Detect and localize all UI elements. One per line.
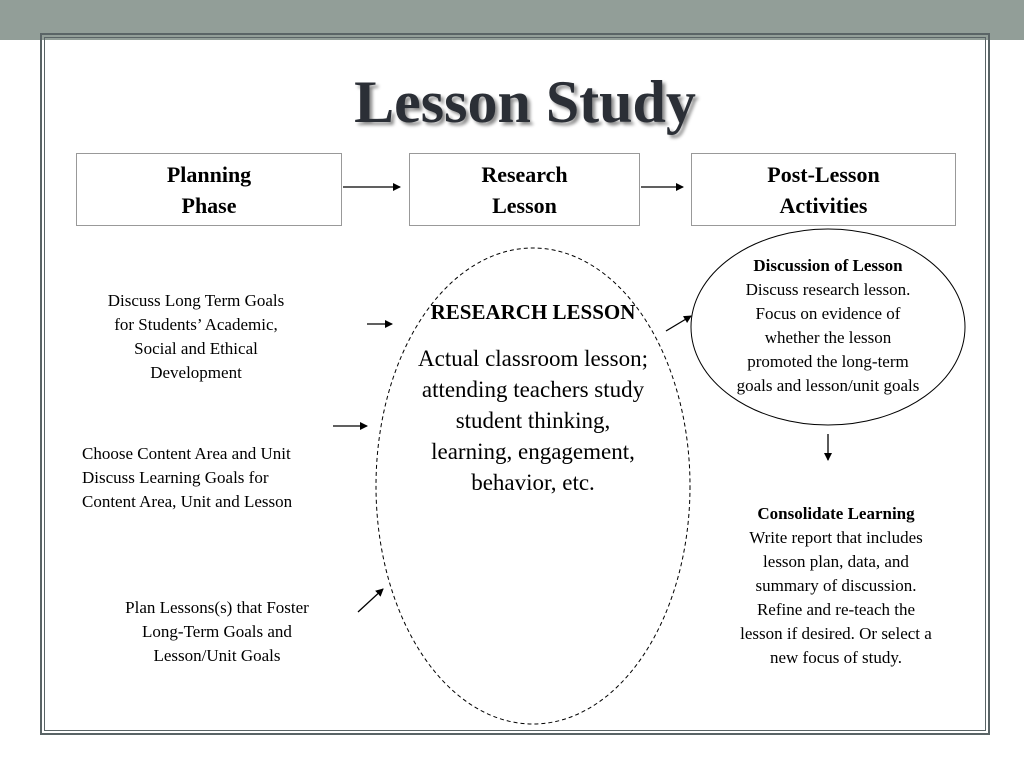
- plan-lessons-text: [90, 596, 344, 668]
- text-line: student thinking,: [455, 408, 611, 433]
- text-line: goals and lesson/unit goals: [736, 376, 920, 395]
- text-line: Plan Lessons(s) that Foster: [125, 598, 309, 617]
- text-line: Write report that includes: [749, 528, 923, 547]
- planning-phase-line-1: Planning: [166, 161, 252, 187]
- text-line: Long-Term Goals and: [142, 622, 292, 641]
- text-line: for Students’ Academic,: [114, 315, 278, 334]
- content-area-text: [82, 442, 344, 514]
- text-line: promoted the long-term: [747, 352, 909, 371]
- research-lesson-body: [390, 343, 676, 498]
- text-line: Refine and re-teach the: [756, 600, 916, 619]
- text-line: Content Area, Unit and Lesson: [82, 492, 293, 511]
- text-line: Actual classroom lesson;: [418, 346, 648, 371]
- research-lesson-line-1: Research: [481, 161, 568, 187]
- text-line: Social and Ethical: [134, 339, 258, 358]
- text-line: Lesson/Unit Goals: [153, 646, 281, 665]
- discussion-heading: Discussion of Lesson: [753, 256, 903, 275]
- text-line: whether the lesson: [764, 328, 892, 347]
- text-line: Focus on evidence of: [755, 304, 901, 323]
- post-lesson-line-2: Activities: [779, 192, 868, 218]
- consolidate-heading: Consolidate Learning: [757, 504, 915, 523]
- text-line: attending teachers study: [421, 377, 645, 402]
- text-line: Discuss Learning Goals for: [82, 468, 269, 487]
- post-lesson-box: [691, 153, 956, 226]
- text-line: Choose Content Area and Unit: [82, 444, 291, 463]
- research-lesson-heading: RESEARCH LESSON: [430, 300, 636, 324]
- text-line: behavior, etc.: [471, 470, 595, 495]
- text-line: learning, engagement,: [431, 439, 635, 464]
- text-line: new focus of study.: [769, 648, 903, 667]
- page-title: Lesson Study: [354, 69, 696, 135]
- text-line: Discuss Long Term Goals: [107, 291, 285, 310]
- text-line: summary of discussion.: [755, 576, 917, 595]
- text-line: Development: [150, 363, 242, 382]
- post-lesson-line-1: Post-Lesson: [767, 161, 880, 187]
- text-line: lesson if desired. Or select a: [740, 624, 932, 643]
- discussion-of-lesson-text: [706, 254, 950, 398]
- planning-phase-box: [76, 153, 342, 226]
- research-lesson-box: [409, 153, 640, 226]
- planning-phase-line-2: Phase: [181, 192, 237, 218]
- text-line: lesson plan, data, and: [763, 552, 909, 571]
- text-line: Discuss research lesson.: [745, 280, 911, 299]
- consolidate-learning-text: [712, 502, 960, 670]
- research-lesson-line-2: Lesson: [492, 192, 557, 218]
- long-term-goals-text: [66, 289, 326, 385]
